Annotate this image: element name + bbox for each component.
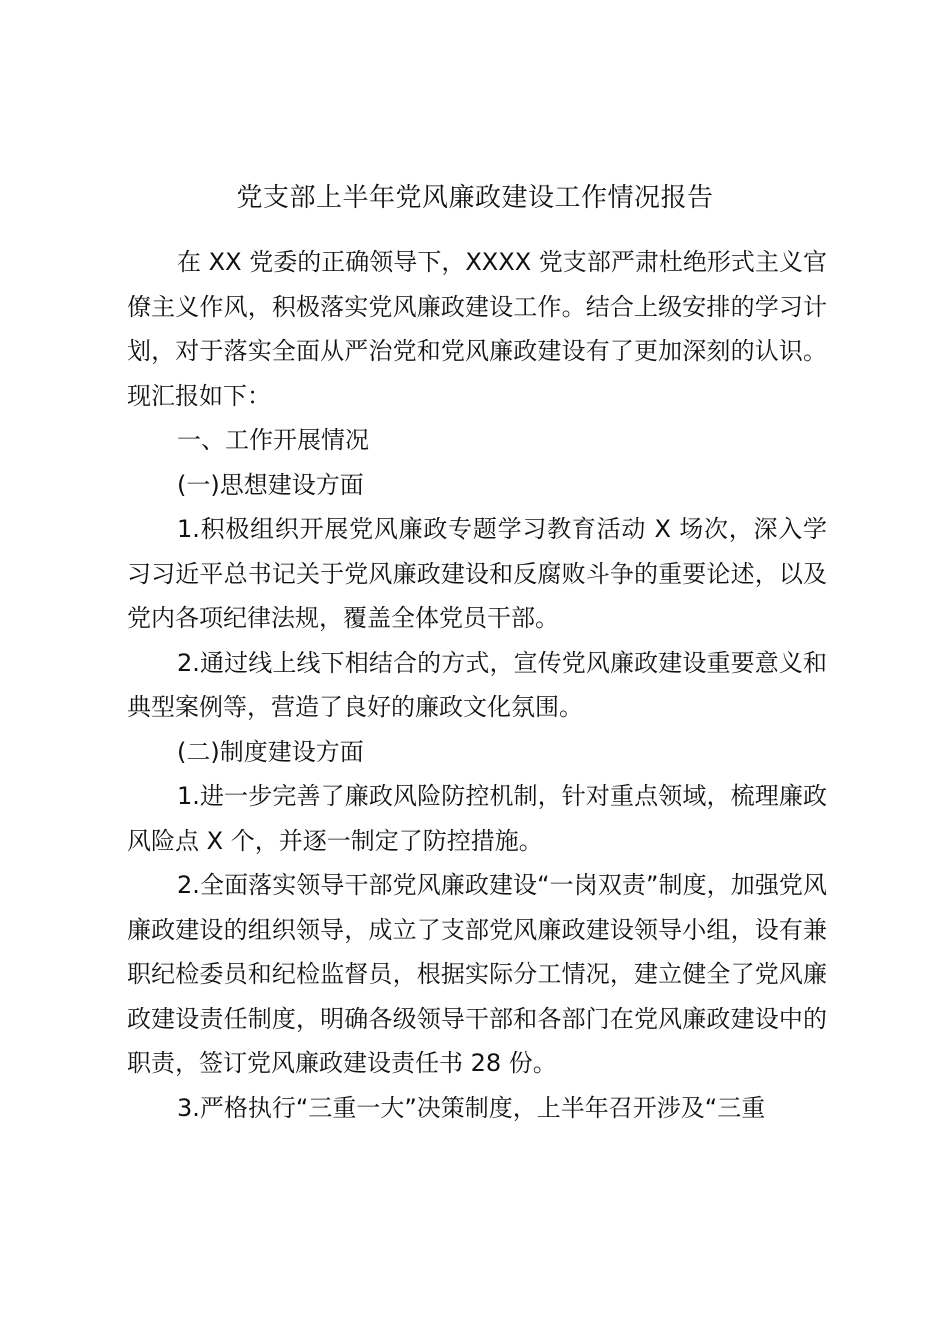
paragraph-item: 1.进一步完善了廉政风险防控机制，针对重点领域，梳理廉政风险点 X 个，并逐一制定了防控措施。 bbox=[127, 782, 827, 855]
paragraph-item: 2.全面落实领导干部党风廉政建设“一岗双责”制度，加强党风廉政建设的组织领导，成立了支部党风廉政建设领导小组，设有兼职纪检委员和纪检监督员，根据实际分工情况，建立健全了党风廉政建设责任制度，明确各级领导干部和各部门在党风廉政建设中的职责，签订党风廉政建设责任书 28 份。 bbox=[127, 871, 827, 1077]
document-title: 党支部上半年党风廉政建设工作情况报告 bbox=[236, 183, 714, 213]
paragraph-item: 1.积极组织开展党风廉政专题学习教育活动 X 场次，深入学习习近平总书记关于党风廉政建设和反腐败斗争的重要论述，以及党内各项纪律法规，覆盖全体党员干部。 bbox=[127, 515, 827, 632]
heading-section-1: 一、工作开展情况 bbox=[177, 426, 369, 454]
paragraph-item: 3.严格执行“三重一大”决策制度，上半年召开涉及“三重 bbox=[177, 1093, 766, 1122]
paragraph-item: 2.通过线上线下相结合的方式，宣传党风廉政建设重要意义和典型案例等，营造了良好的廉政文化氛围。 bbox=[127, 648, 827, 721]
heading-subsection-2: (二)制度建设方面 bbox=[177, 737, 364, 766]
paragraph-intro: 在 XX 党委的正确领导下，XXXX 党支部严肃杜绝形式主义官僚主义作风，积极落实党风廉政建设工作。结合上级安排的学习计划，对于落实全面从严治党和党风廉政建设有了更加深刻的认识。现汇报如下： bbox=[127, 248, 827, 410]
heading-subsection-1: (一)思想建设方面 bbox=[177, 470, 364, 499]
document-body bbox=[127, 240, 827, 1130]
